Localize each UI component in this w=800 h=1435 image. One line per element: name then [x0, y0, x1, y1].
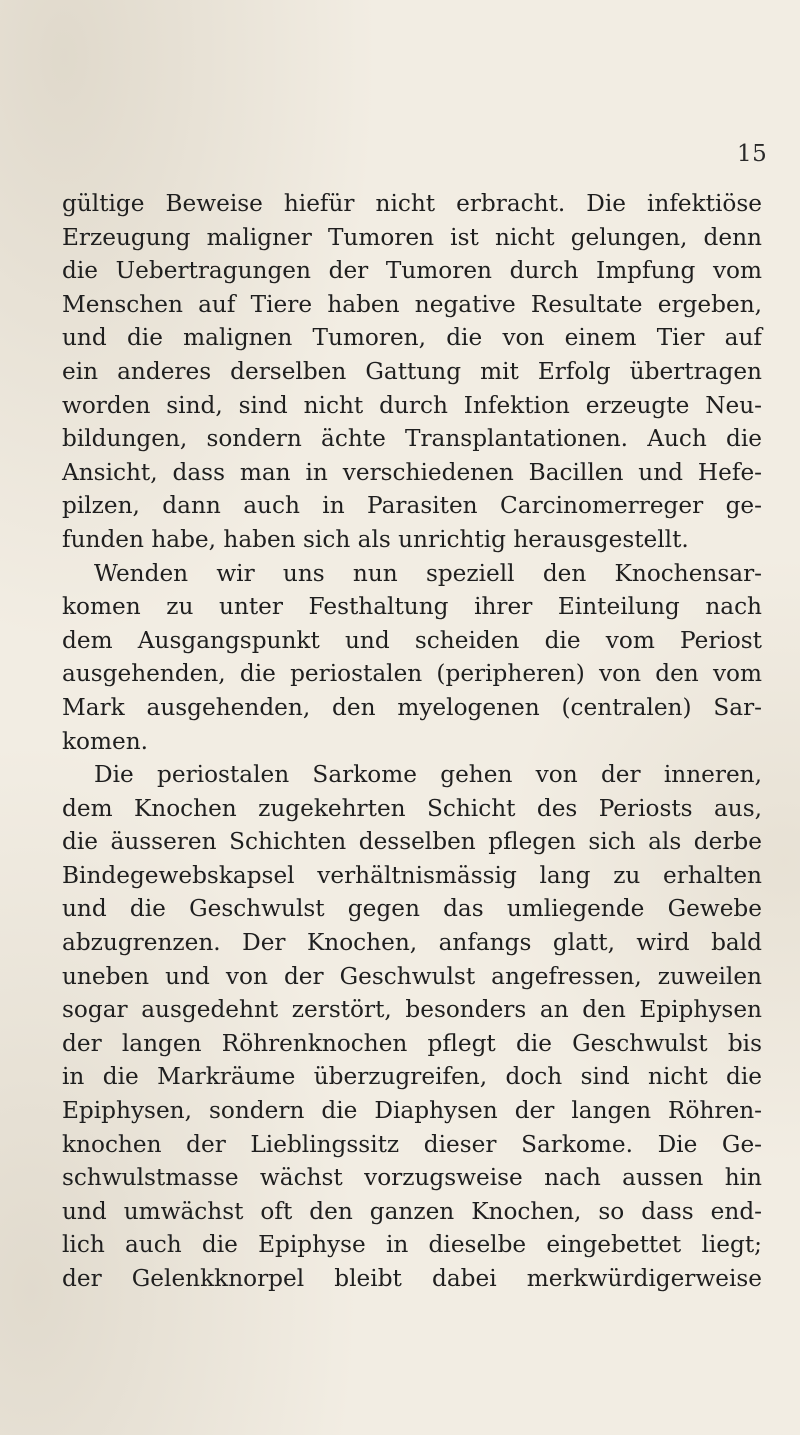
text-line: und die Geschwulst gegen das umliegende Gewebe — [62, 895, 762, 923]
text-line: abzugrenzen. Der Knochen, anfangs glatt, wird bald — [62, 929, 762, 957]
text-line: die äusseren Schichten desselben pflegen sich als derbe — [62, 828, 762, 856]
text-line: gültige Beweise hiefür nicht erbracht. Die infektiöse — [62, 190, 762, 217]
text-line: die Uebertragungen der Tumoren durch Impfung vom — [62, 257, 762, 285]
text-line: der Gelenkknorpel bleibt dabei merkwürdigerweise — [62, 1265, 762, 1292]
text-line: der langen Röhrenknochen pflegt die Geschwulst bis — [62, 1029, 762, 1057]
text-line: pilzen, dann auch in Parasiten Carcinomerreger ge- — [62, 492, 762, 520]
text-line: ausgehenden, die periostalen (peripheren) von den vom — [62, 660, 762, 688]
text-line: Erzeugung maligner Tumoren ist nicht gelungen, denn — [62, 223, 762, 251]
text-line: komen zu unter Festhaltung ihrer Einteilung nach — [62, 593, 762, 621]
page-number: 15 — [737, 141, 768, 167]
text-line: lich auch die Epiphyse in dieselbe eingebettet liegt; — [62, 1231, 762, 1259]
text-line: ein anderes derselben Gattung mit Erfolg übertragen — [62, 357, 762, 385]
text-line: Menschen auf Tiere haben negative Resultate ergeben, — [62, 290, 762, 318]
body-text — [62, 187, 762, 1296]
text-line: komen. — [62, 727, 149, 755]
text-line: knochen der Lieblingssitz dieser Sarkome. Die Ge- — [62, 1130, 762, 1158]
text-line: und die malignen Tumoren, die von einem Tier auf — [62, 324, 762, 352]
text-line: bildungen, sondern ächte Transplantationen. Auch die — [62, 425, 762, 453]
text-line: sogar ausgedehnt zerstört, besonders an den Epiphysen — [62, 996, 762, 1024]
text-line: Mark ausgehenden, den myelogenen (centralen) Sar- — [62, 693, 762, 721]
text-line: in die Markräume überzugreifen, doch sind nicht die — [62, 1063, 762, 1091]
text-line: Wenden wir uns nun speziell den Knochensar- — [94, 559, 762, 587]
text-line: dem Knochen zugekehrten Schicht des Periosts aus, — [62, 794, 762, 822]
text-line: schwulstmasse wächst vorzugsweise nach aussen hin — [62, 1164, 762, 1192]
text-line: und umwächst oft den ganzen Knochen, so dass end- — [62, 1197, 762, 1225]
text-line: Epiphysen, sondern die Diaphysen der langen Röhren- — [62, 1097, 762, 1125]
text-line: Bindegewebskapsel verhältnismässig lang zu erhalten — [62, 861, 762, 889]
text-line: Die periostalen Sarkome gehen von der inneren, — [94, 761, 762, 789]
text-line: uneben und von der Geschwulst angefressen, zuweilen — [62, 962, 762, 990]
text-line: dem Ausgangspunkt und scheiden die vom Periost — [62, 626, 762, 654]
text-line: Ansicht, dass man in verschiedenen Bacillen und Hefe- — [62, 458, 762, 486]
text-line: worden sind, sind nicht durch Infektion erzeugte Neu- — [62, 391, 762, 419]
text-line: funden habe, haben sich als unrichtig herausgestellt. — [62, 525, 689, 553]
